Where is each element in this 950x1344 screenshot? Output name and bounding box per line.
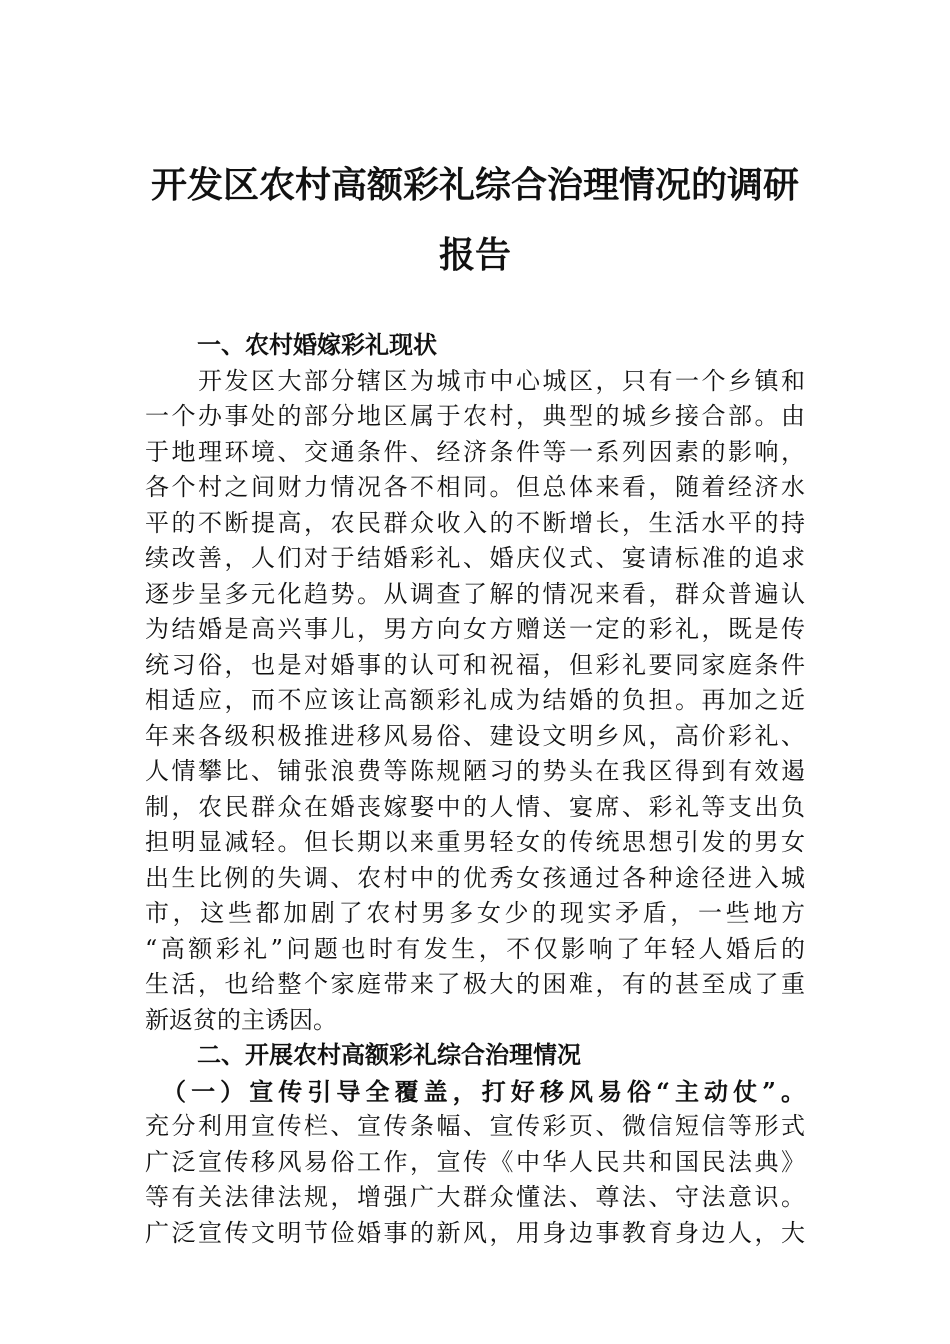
text-line: 续改善，人们对于结婚彩礼、婚庆仪式、宴请标准的追求 (145, 544, 805, 572)
document-title: 开发区农村高额彩礼综合治理情况的调研 (150, 164, 799, 206)
section-1-paragraph (145, 364, 805, 1039)
text-line: 新返贫的主诱因。 (145, 1005, 337, 1034)
text-line: 年来各级积极推进移风易俗、建设文明乡风，高价彩礼、 (145, 721, 805, 750)
subsection-1-title: （一）宣传引导全覆盖，打好移风易俗“主动仗”。 (145, 1076, 805, 1106)
text-line: “高额彩礼”问题也时有发生，不仅影响了年轻人婚后的 (145, 934, 805, 963)
text-line: 为结婚是高兴事儿，男方向女方赠送一定的彩礼，既是传 (145, 615, 805, 643)
text-line: 平的不断提高，农民群众收入的不断增长，生活水平的持 (145, 508, 805, 537)
text-line: 人情攀比、铺张浪费等陈规陋习的势头在我区得到有效遏 (145, 757, 805, 785)
text-line: 广泛宣传文明节俭婚事的新风，用身边事教育身边人，大 (145, 1218, 805, 1247)
text-line: 开发区大部分辖区为城市中心城区，只有一个乡镇和 (145, 366, 805, 395)
text-line: 各个村之间财力情况各不相同。但总体来看，随着经济水 (145, 473, 805, 501)
text-line: 统习俗，也是对婚事的认可和祝福，但彩礼要同家庭条件 (145, 650, 805, 679)
text-line: 相适应，而不应该让高额彩礼成为结婚的负担。再加之近 (145, 686, 805, 714)
text-line: 于地理环境、交通条件、经济条件等一系列因素的影响， (145, 437, 805, 466)
document-title-continued: 报告 (438, 234, 511, 276)
section-2-heading: 二、开展农村高额彩礼综合治理情况 (197, 1041, 581, 1069)
text-line: 逐步呈多元化趋势。从调查了解的情况来看，群众普遍认 (145, 579, 805, 608)
text-line: 充分利用宣传栏、宣传条幅、宣传彩页、微信短信等形式 (145, 1112, 805, 1140)
text-line: 制，农民群众在婚丧嫁娶中的人情、宴席、彩礼等支出负 (145, 792, 805, 821)
text-line: 广泛宣传移风易俗工作，宣传《中华人民共和国民法典》 (145, 1147, 805, 1176)
document-body (145, 328, 805, 1251)
text-line: 一个办事处的部分地区属于农村，典型的城乡接合部。由 (145, 402, 805, 430)
text-line: 出生比例的失调、农村中的优秀女孩通过各种途径进入城 (145, 863, 805, 892)
text-line: 市，这些都加剧了农村男多女少的现实矛盾，一些地方 (145, 899, 805, 927)
text-line: 担明显减轻。但长期以来重男轻女的传统思想引发的男女 (145, 828, 805, 856)
text-line: 等有关法律法规，增强广大群众懂法、尊法、守法意识。 (145, 1183, 805, 1211)
text-line: 生活，也给整个家庭带来了极大的困难，有的甚至成了重 (145, 970, 805, 998)
section-1-heading: 一、农村婚嫁彩礼现状 (197, 331, 437, 359)
section-2-paragraph (145, 1109, 805, 1251)
